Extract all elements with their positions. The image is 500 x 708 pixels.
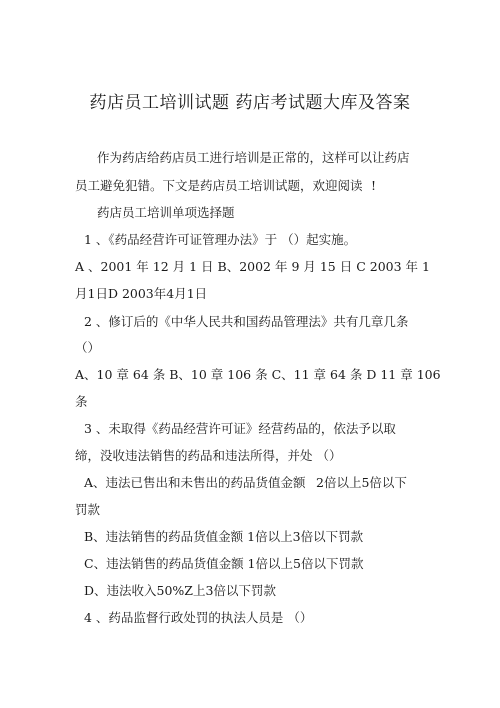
question-1: 1 、《药品经营许可证管理办法》于 （）起实施。 (84, 232, 357, 247)
question-2-options-line-1: A、10 章 64 条 B、10 章 106 条 C、11 章 64 条 D 11 章 106 (75, 367, 441, 382)
intro-line-2-end: ! (371, 178, 377, 193)
question-2: 2 、修订后的《中华人民共和国药品管理法》共有几章几条 (84, 314, 409, 329)
document-title: 药店员工培训试题 药店考试题大库及答案 (89, 93, 411, 113)
question-3-option-b: B、违法销售的药品货值金额 1倍以上3倍以下罚款 (84, 529, 364, 544)
question-3-option-a-end: 罚款 (75, 502, 101, 517)
question-3-option-c: C、违法销售的药品货值金额 1倍以上5倍以下罚款 (84, 556, 364, 571)
question-2-blank: （） (75, 340, 101, 355)
question-1-options-line-2: 月1日D 2003年4月1日 (75, 286, 208, 301)
question-3: 3 、未取得《药品经营许可证》经营药品的，依法予以取 (84, 421, 396, 436)
question-3-option-a-range: 2倍以上5倍以下 (316, 475, 407, 490)
question-2-options-line-2: 条 (75, 394, 88, 409)
question-3-option-a: A、违法已售出和未售出的药品货值金额 (84, 475, 306, 490)
question-3-line-2: 缔，没收违法销售的药品和违法所得，并处 （） (75, 448, 342, 463)
question-1-options-line-1: A 、2001 年 12 月 1 日 B、2002 年 9 月 15 日 C 2003 年 1 (75, 259, 430, 274)
question-4: 4 、药品监督行政处罚的执法人员是 （） (84, 610, 313, 625)
question-3-option-d: D、违法收入50%Z上3倍以下罚款 (84, 583, 276, 598)
section-heading: 药店员工培训单项选择题 (97, 205, 235, 220)
intro-line-2: 员工避免犯错。下文是药店员工培训试题，欢迎阅读 (75, 178, 363, 193)
intro-line-1: 作为药店给药店员工进行培训是正常的，这样可以让药店 (97, 150, 410, 165)
